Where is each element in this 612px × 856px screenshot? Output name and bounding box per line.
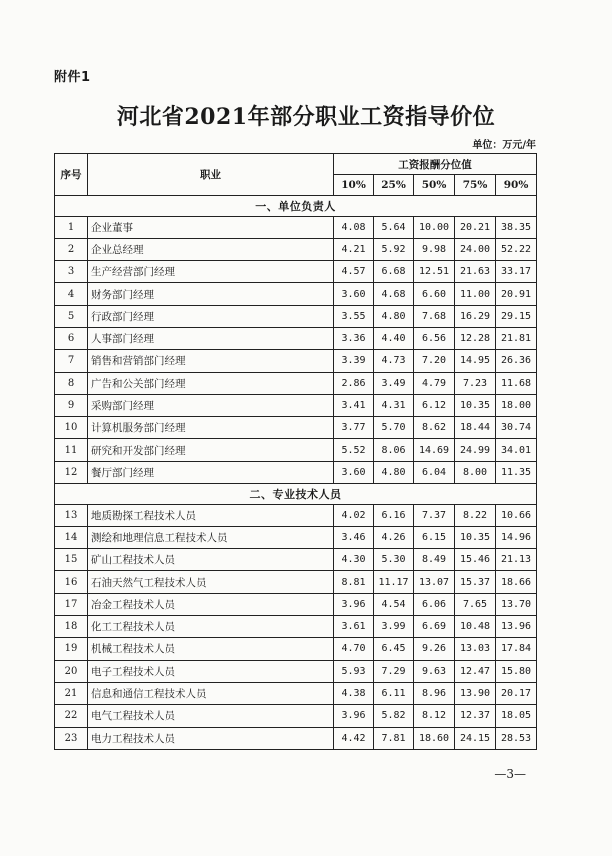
table-row bbox=[55, 394, 537, 416]
percentile-value: 4.08 bbox=[334, 216, 374, 238]
row-number: 11 bbox=[55, 439, 88, 461]
row-number: 19 bbox=[55, 638, 88, 660]
percentile-value: 7.68 bbox=[414, 305, 455, 327]
percentile-value: 24.00 bbox=[455, 238, 496, 260]
percentile-value: 6.16 bbox=[374, 504, 414, 526]
occupation-name: 计算机服务部门经理 bbox=[88, 417, 334, 439]
percentile-value: 7.23 bbox=[455, 372, 496, 394]
row-number: 2 bbox=[55, 238, 88, 260]
unit-label: 单位：万元/年 bbox=[472, 140, 536, 151]
percentile-value: 15.80 bbox=[496, 660, 537, 682]
table-row bbox=[55, 350, 537, 372]
occupation-name: 企业总经理 bbox=[88, 238, 334, 260]
occupation-name: 企业董事 bbox=[88, 216, 334, 238]
percentile-value: 33.17 bbox=[496, 261, 537, 283]
percentile-value: 6.06 bbox=[414, 593, 455, 615]
percentile-value: 3.49 bbox=[374, 372, 414, 394]
occupation-name: 信息和通信工程技术人员 bbox=[88, 682, 334, 704]
percentile-value: 6.69 bbox=[414, 616, 455, 638]
occupation-name: 采购部门经理 bbox=[88, 394, 334, 416]
percentile-value: 18.60 bbox=[414, 727, 455, 749]
percentile-value: 6.60 bbox=[414, 283, 455, 305]
page-title: 河北省2021年部分职业工资指导价位 bbox=[116, 104, 496, 130]
header-percentile: 25% bbox=[374, 175, 414, 196]
percentile-value: 5.64 bbox=[374, 216, 414, 238]
percentile-value: 4.68 bbox=[374, 283, 414, 305]
header-percentile: 75% bbox=[455, 175, 496, 196]
percentile-value: 12.47 bbox=[455, 660, 496, 682]
row-number: 5 bbox=[55, 305, 88, 327]
percentile-value: 11.68 bbox=[496, 372, 537, 394]
row-number: 16 bbox=[55, 571, 88, 593]
percentile-value: 3.60 bbox=[334, 461, 374, 483]
percentile-value: 30.74 bbox=[496, 417, 537, 439]
percentile-value: 12.28 bbox=[455, 327, 496, 349]
table-row bbox=[55, 727, 537, 749]
occupation-name: 机械工程技术人员 bbox=[88, 638, 334, 660]
table-row bbox=[55, 461, 537, 483]
percentile-value: 5.93 bbox=[334, 660, 374, 682]
percentile-value: 3.96 bbox=[334, 593, 374, 615]
percentile-value: 13.90 bbox=[455, 682, 496, 704]
percentile-value: 16.29 bbox=[455, 305, 496, 327]
table-row bbox=[55, 439, 537, 461]
percentile-value: 3.60 bbox=[334, 283, 374, 305]
percentile-value: 8.96 bbox=[414, 682, 455, 704]
percentile-value: 6.15 bbox=[414, 526, 455, 548]
occupation-name: 研究和开发部门经理 bbox=[88, 439, 334, 461]
percentile-value: 8.00 bbox=[455, 461, 496, 483]
percentile-value: 6.11 bbox=[374, 682, 414, 704]
percentile-value: 6.45 bbox=[374, 638, 414, 660]
row-number: 18 bbox=[55, 616, 88, 638]
page-number: —3— bbox=[494, 767, 526, 781]
occupation-name: 地质勘探工程技术人员 bbox=[88, 504, 334, 526]
percentile-value: 18.44 bbox=[455, 417, 496, 439]
percentile-value: 6.12 bbox=[414, 394, 455, 416]
percentile-value: 8.81 bbox=[334, 571, 374, 593]
percentile-value: 3.99 bbox=[374, 616, 414, 638]
percentile-value: 10.00 bbox=[414, 216, 455, 238]
row-number: 3 bbox=[55, 261, 88, 283]
percentile-value: 2.86 bbox=[334, 372, 374, 394]
percentile-value: 28.53 bbox=[496, 727, 537, 749]
percentile-value: 3.77 bbox=[334, 417, 374, 439]
header-no: 序号 bbox=[55, 154, 88, 196]
percentile-value: 5.52 bbox=[334, 439, 374, 461]
row-number: 8 bbox=[55, 372, 88, 394]
row-number: 6 bbox=[55, 327, 88, 349]
occupation-name: 测绘和地理信息工程技术人员 bbox=[88, 526, 334, 548]
table-row bbox=[55, 616, 537, 638]
percentile-value: 3.46 bbox=[334, 526, 374, 548]
header-pay-group: 工资报酬分位值 bbox=[334, 154, 537, 175]
section-header bbox=[55, 196, 537, 217]
percentile-value: 34.01 bbox=[496, 439, 537, 461]
percentile-value: 6.04 bbox=[414, 461, 455, 483]
percentile-value: 7.65 bbox=[455, 593, 496, 615]
percentile-value: 8.62 bbox=[414, 417, 455, 439]
percentile-value: 4.31 bbox=[374, 394, 414, 416]
percentile-value: 52.22 bbox=[496, 238, 537, 260]
table-row bbox=[55, 283, 537, 305]
percentile-value: 38.35 bbox=[496, 216, 537, 238]
percentile-value: 4.30 bbox=[334, 549, 374, 571]
percentile-value: 3.61 bbox=[334, 616, 374, 638]
percentile-value: 4.21 bbox=[334, 238, 374, 260]
percentile-value: 4.26 bbox=[374, 526, 414, 548]
percentile-value: 26.36 bbox=[496, 350, 537, 372]
percentile-value: 7.81 bbox=[374, 727, 414, 749]
header-percentile: 90% bbox=[496, 175, 537, 196]
percentile-value: 13.96 bbox=[496, 616, 537, 638]
percentile-value: 4.70 bbox=[334, 638, 374, 660]
percentile-value: 24.15 bbox=[455, 727, 496, 749]
percentile-value: 21.81 bbox=[496, 327, 537, 349]
row-number: 21 bbox=[55, 682, 88, 704]
percentile-value: 3.96 bbox=[334, 705, 374, 727]
row-number: 10 bbox=[55, 417, 88, 439]
table-row bbox=[55, 238, 537, 260]
percentile-value: 8.12 bbox=[414, 705, 455, 727]
percentile-value: 5.30 bbox=[374, 549, 414, 571]
percentile-value: 12.37 bbox=[455, 705, 496, 727]
percentile-value: 24.99 bbox=[455, 439, 496, 461]
percentile-value: 21.63 bbox=[455, 261, 496, 283]
occupation-name: 化工工程技术人员 bbox=[88, 616, 334, 638]
percentile-value: 18.05 bbox=[496, 705, 537, 727]
row-number: 13 bbox=[55, 504, 88, 526]
header-percentile: 10% bbox=[334, 175, 374, 196]
percentile-value: 9.98 bbox=[414, 238, 455, 260]
percentile-value: 14.96 bbox=[496, 526, 537, 548]
percentile-value: 8.22 bbox=[455, 504, 496, 526]
table-row bbox=[55, 417, 537, 439]
percentile-value: 3.41 bbox=[334, 394, 374, 416]
percentile-value: 13.03 bbox=[455, 638, 496, 660]
occupation-name: 行政部门经理 bbox=[88, 305, 334, 327]
percentile-value: 13.70 bbox=[496, 593, 537, 615]
percentile-value: 7.20 bbox=[414, 350, 455, 372]
percentile-value: 4.80 bbox=[374, 305, 414, 327]
table-row bbox=[55, 682, 537, 704]
row-number: 7 bbox=[55, 350, 88, 372]
occupation-name: 人事部门经理 bbox=[88, 327, 334, 349]
percentile-value: 6.68 bbox=[374, 261, 414, 283]
table-row bbox=[55, 660, 537, 682]
table-row bbox=[55, 305, 537, 327]
percentile-value: 7.29 bbox=[374, 660, 414, 682]
percentile-value: 29.15 bbox=[496, 305, 537, 327]
occupation-name: 销售和营销部门经理 bbox=[88, 350, 334, 372]
occupation-name: 餐厅部门经理 bbox=[88, 461, 334, 483]
row-number: 23 bbox=[55, 727, 88, 749]
percentile-value: 8.49 bbox=[414, 549, 455, 571]
percentile-value: 21.13 bbox=[496, 549, 537, 571]
table-row bbox=[55, 526, 537, 548]
percentile-value: 14.69 bbox=[414, 439, 455, 461]
percentile-value: 10.66 bbox=[496, 504, 537, 526]
occupation-name: 电力工程技术人员 bbox=[88, 727, 334, 749]
row-number: 4 bbox=[55, 283, 88, 305]
percentile-value: 11.00 bbox=[455, 283, 496, 305]
section-title: 一、单位负责人 bbox=[55, 196, 537, 217]
percentile-value: 12.51 bbox=[414, 261, 455, 283]
percentile-value: 20.21 bbox=[455, 216, 496, 238]
percentile-value: 10.48 bbox=[455, 616, 496, 638]
percentile-value: 4.38 bbox=[334, 682, 374, 704]
percentile-value: 15.46 bbox=[455, 549, 496, 571]
percentile-value: 20.17 bbox=[496, 682, 537, 704]
row-number: 14 bbox=[55, 526, 88, 548]
percentile-value: 15.37 bbox=[455, 571, 496, 593]
percentile-value: 4.02 bbox=[334, 504, 374, 526]
percentile-value: 3.39 bbox=[334, 350, 374, 372]
percentile-value: 17.84 bbox=[496, 638, 537, 660]
row-number: 20 bbox=[55, 660, 88, 682]
occupation-name: 矿山工程技术人员 bbox=[88, 549, 334, 571]
table-row bbox=[55, 549, 537, 571]
table-row bbox=[55, 593, 537, 615]
percentile-value: 4.73 bbox=[374, 350, 414, 372]
table-row bbox=[55, 705, 537, 727]
percentile-value: 9.26 bbox=[414, 638, 455, 660]
percentile-value: 5.70 bbox=[374, 417, 414, 439]
section-header bbox=[55, 484, 537, 505]
percentile-value: 18.66 bbox=[496, 571, 537, 593]
table-row bbox=[55, 261, 537, 283]
percentile-value: 4.54 bbox=[374, 593, 414, 615]
table-row bbox=[55, 216, 537, 238]
occupation-name: 财务部门经理 bbox=[88, 283, 334, 305]
header-occupation: 职业 bbox=[88, 154, 334, 196]
percentile-value: 13.07 bbox=[414, 571, 455, 593]
percentile-value: 10.35 bbox=[455, 526, 496, 548]
table-row bbox=[55, 571, 537, 593]
row-number: 15 bbox=[55, 549, 88, 571]
percentile-value: 9.63 bbox=[414, 660, 455, 682]
percentile-value: 4.79 bbox=[414, 372, 455, 394]
table-row bbox=[55, 372, 537, 394]
percentile-value: 4.42 bbox=[334, 727, 374, 749]
occupation-name: 冶金工程技术人员 bbox=[88, 593, 334, 615]
occupation-name: 电子工程技术人员 bbox=[88, 660, 334, 682]
percentile-value: 18.00 bbox=[496, 394, 537, 416]
table-row bbox=[55, 504, 537, 526]
occupation-name: 电气工程技术人员 bbox=[88, 705, 334, 727]
percentile-value: 8.06 bbox=[374, 439, 414, 461]
percentile-value: 5.92 bbox=[374, 238, 414, 260]
percentile-value: 10.35 bbox=[455, 394, 496, 416]
table-row bbox=[55, 327, 537, 349]
percentile-value: 4.80 bbox=[374, 461, 414, 483]
percentile-value: 3.36 bbox=[334, 327, 374, 349]
percentile-value: 20.91 bbox=[496, 283, 537, 305]
percentile-value: 11.35 bbox=[496, 461, 537, 483]
row-number: 12 bbox=[55, 461, 88, 483]
percentile-value: 4.57 bbox=[334, 261, 374, 283]
section-title: 二、专业技术人员 bbox=[55, 484, 537, 505]
wage-table bbox=[54, 153, 537, 750]
row-number: 22 bbox=[55, 705, 88, 727]
percentile-value: 7.37 bbox=[414, 504, 455, 526]
row-number: 1 bbox=[55, 216, 88, 238]
occupation-name: 广告和公关部门经理 bbox=[88, 372, 334, 394]
percentile-value: 6.56 bbox=[414, 327, 455, 349]
percentile-value: 3.55 bbox=[334, 305, 374, 327]
row-number: 17 bbox=[55, 593, 88, 615]
occupation-name: 生产经营部门经理 bbox=[88, 261, 334, 283]
header-percentile: 50% bbox=[414, 175, 455, 196]
row-number: 9 bbox=[55, 394, 88, 416]
occupation-name: 石油天然气工程技术人员 bbox=[88, 571, 334, 593]
percentile-value: 5.82 bbox=[374, 705, 414, 727]
percentile-value: 4.40 bbox=[374, 327, 414, 349]
percentile-value: 14.95 bbox=[455, 350, 496, 372]
attachment-label: 附件1 bbox=[54, 70, 91, 85]
percentile-value: 11.17 bbox=[374, 571, 414, 593]
table-row bbox=[55, 638, 537, 660]
